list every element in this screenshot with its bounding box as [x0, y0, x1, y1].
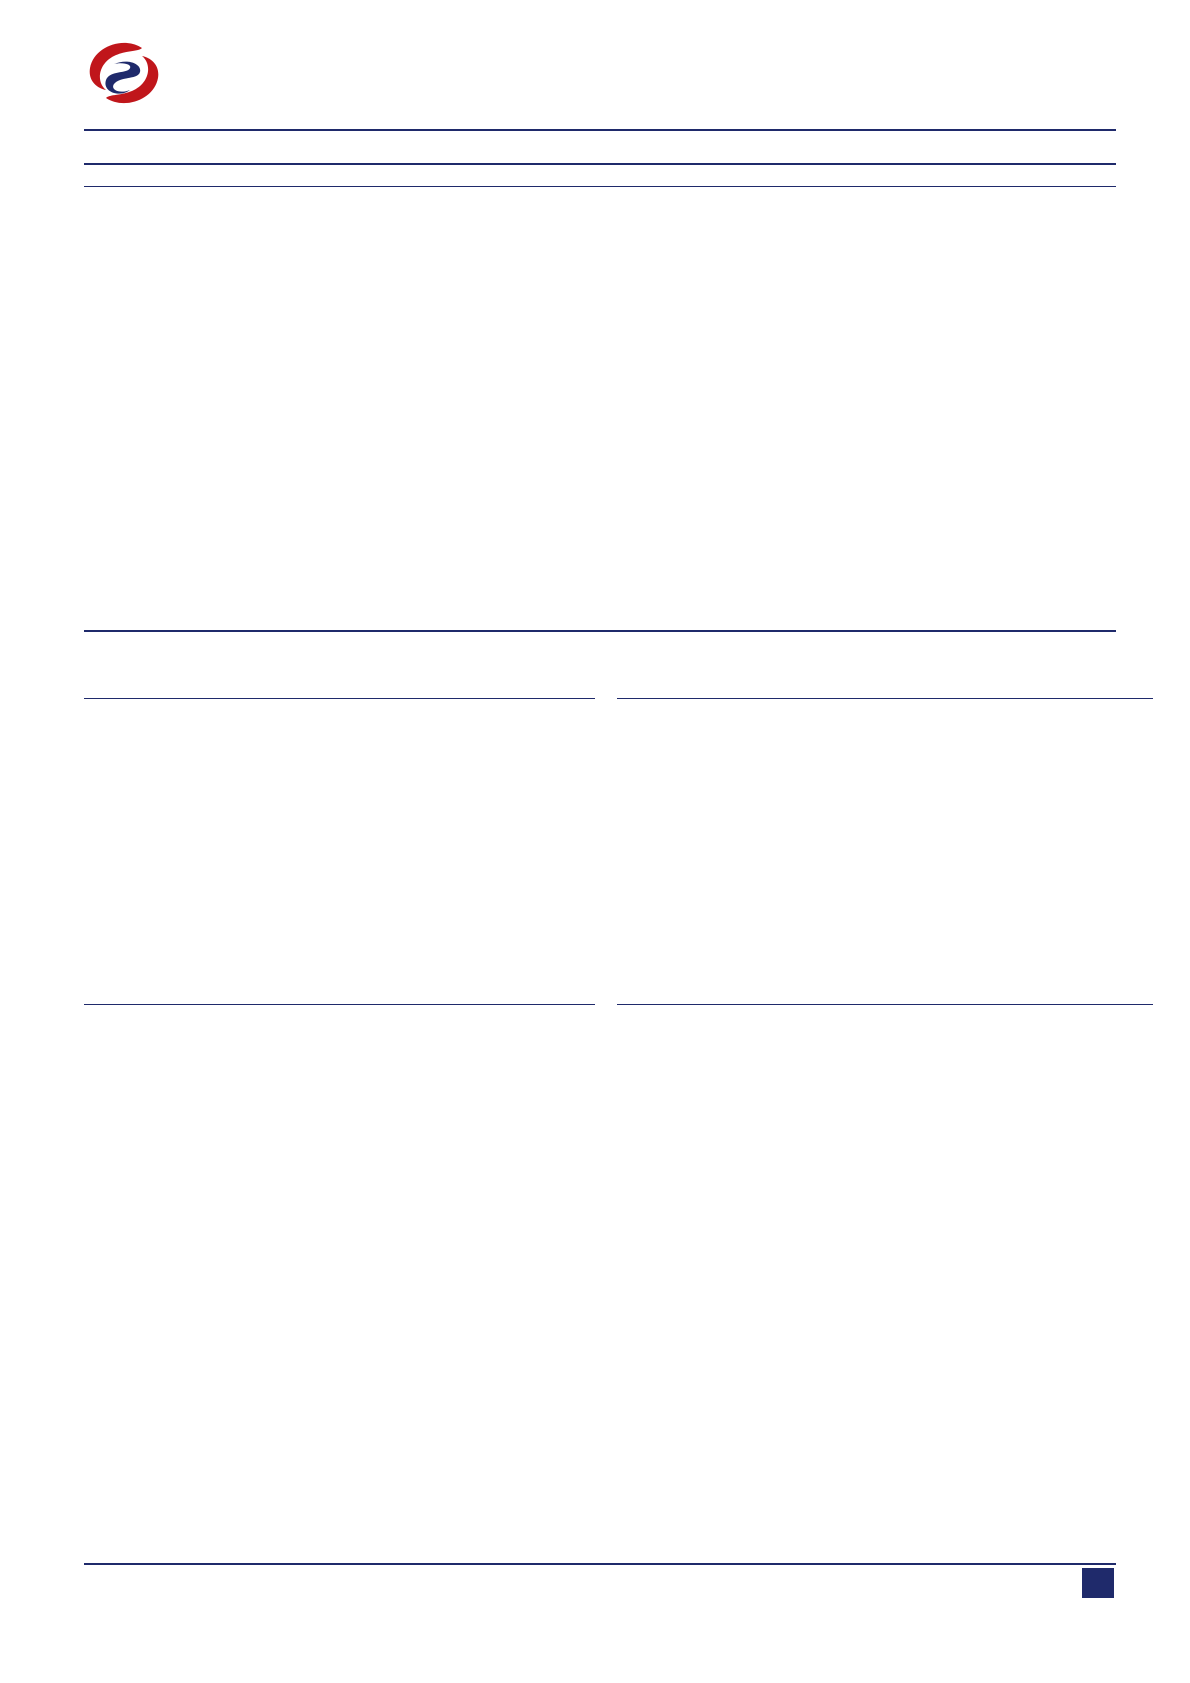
- figure8-bottom-rule: [84, 1004, 595, 1005]
- page-number: [1082, 1568, 1114, 1598]
- figure9-bottom-rule: [617, 1004, 1153, 1005]
- figure9-chart: [617, 705, 1153, 995]
- header-divider: [84, 129, 1116, 131]
- galaxy-logo-icon: [84, 38, 164, 108]
- figure8-top-rule: [84, 698, 595, 699]
- figure9-top-rule: [617, 698, 1153, 699]
- table-top-rule: [84, 163, 1116, 165]
- figure8-chart: [84, 705, 595, 995]
- table-bottom-rule: [84, 630, 1116, 632]
- footer-divider: [84, 1563, 1116, 1565]
- table-header-rule: [84, 186, 1116, 187]
